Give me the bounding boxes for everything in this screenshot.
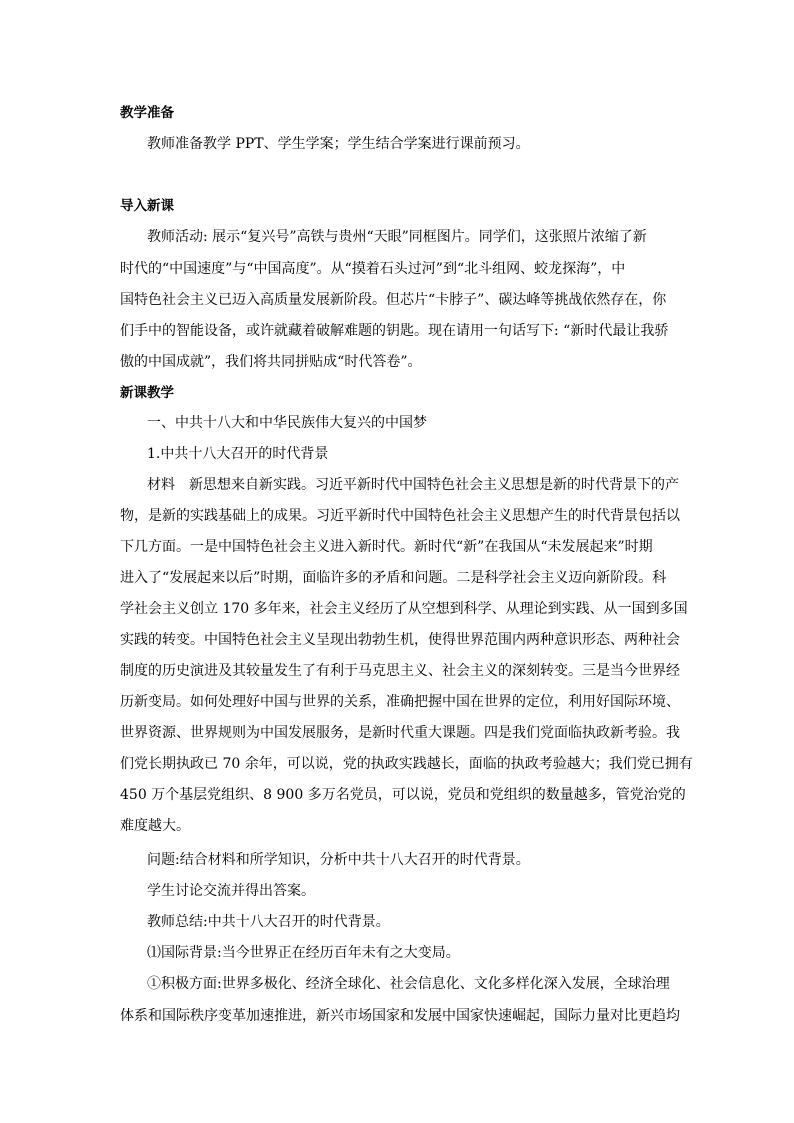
heading-intro: 导入新课	[120, 198, 174, 214]
material-line: 难度越大。	[120, 818, 190, 834]
material-line: 进入了“发展起来以后”时期，面临许多的矛盾和问题。二是科学社会主义迈向新阶段。科	[120, 570, 667, 586]
material-line: 历新变局。如何处理好中国与世界的关系，准确把握中国在世界的定位，利用好国际环境、	[120, 694, 680, 710]
material-line: 制度的历史演进及其较量发生了有利于马克思主义、社会主义的深刻转变。三是当今世界经	[120, 663, 680, 679]
material-line: 下几方面。一是中国特色社会主义进入新时代。新时代“新”在我国从“未发展起来”时期	[120, 539, 653, 555]
material-line: 实践的转变。中国特色社会主义呈现出勃勃生机，使得世界范围内两种意识形态、两种社会	[120, 632, 680, 648]
material-line: 材料 新思想来自新实践。习近平新时代中国特色社会主义思想是新的时代背景下的产	[147, 477, 679, 493]
intro-line: 国特色社会主义已迈入高质量发展新阶段。但芯片“卡脖子”、碳达峰等挑战依然存在，你	[120, 292, 667, 308]
material-line: 世界资源、世界规则为中国发展服务，是新时代重大课题。四是我们党面临执政新考验。我	[120, 725, 680, 741]
prep-text: 教师准备教学 PPT、学生学案；学生结合学案进行课前预习。	[147, 136, 530, 152]
material-line: 450 万个基层党组织、8 900 多万名党员，可以说，党员和党组织的数量越多，管党治党的	[120, 787, 686, 803]
intro-line: 教师活动: 展示“复兴号”高铁与贵州“天眼”同框图片。同学们，这张照片浓缩了新	[147, 229, 647, 245]
subsection-title: 1.中共十八大召开的时代背景	[147, 446, 329, 462]
material-line: 物，是新的实践基础上的成果。习近平新时代中国特色社会主义思想产生的时代背景包括以	[120, 508, 680, 524]
point-international: ⑴国际背景:当今世界正在经历百年未有之大变局。	[147, 945, 460, 961]
question-text: 问题:结合材料和所学知识，分析中共十八大召开的时代背景。	[147, 852, 530, 868]
point-positive-line: ①积极方面:世界多极化、经济全球化、社会信息化、文化多样化深入发展，全球治理	[147, 976, 670, 992]
intro-line: 们手中的智能设备，或许就藏着破解难题的钥匙。现在请用一句话写下: “新时代最让我骄	[120, 323, 669, 339]
material-line: 学社会主义创立 170 多年来，社会主义经历了从空想到科学、从理论到实践、从一国到多国	[120, 601, 688, 617]
intro-line: 傲的中国成就”，我们将共同拼贴成“时代答卷”。	[120, 354, 422, 370]
discussion-text: 学生讨论交流并得出答案。	[147, 883, 315, 899]
section-title: 一、中共十八大和中华民族伟大复兴的中国梦	[147, 415, 427, 431]
material-line: 们党长期执政已 70 余年，可以说，党的执政实践越长，面临的执政考验越大；我们党已拥有	[120, 756, 693, 772]
heading-new-lesson: 新课教学	[120, 385, 174, 401]
intro-line: 时代的“中国速度”与“中国高度”。从“摸着石头过河”到“北斗组网、蛟龙探海”，中	[120, 261, 626, 277]
summary-text: 教师总结:中共十八大召开的时代背景。	[147, 914, 390, 930]
heading-teaching-prep: 教学准备	[120, 105, 174, 121]
point-positive-line: 体系和国际秩序变革加速推进，新兴市场国家和发展中国家快速崛起，国际力量对比更趋均	[120, 1008, 680, 1024]
